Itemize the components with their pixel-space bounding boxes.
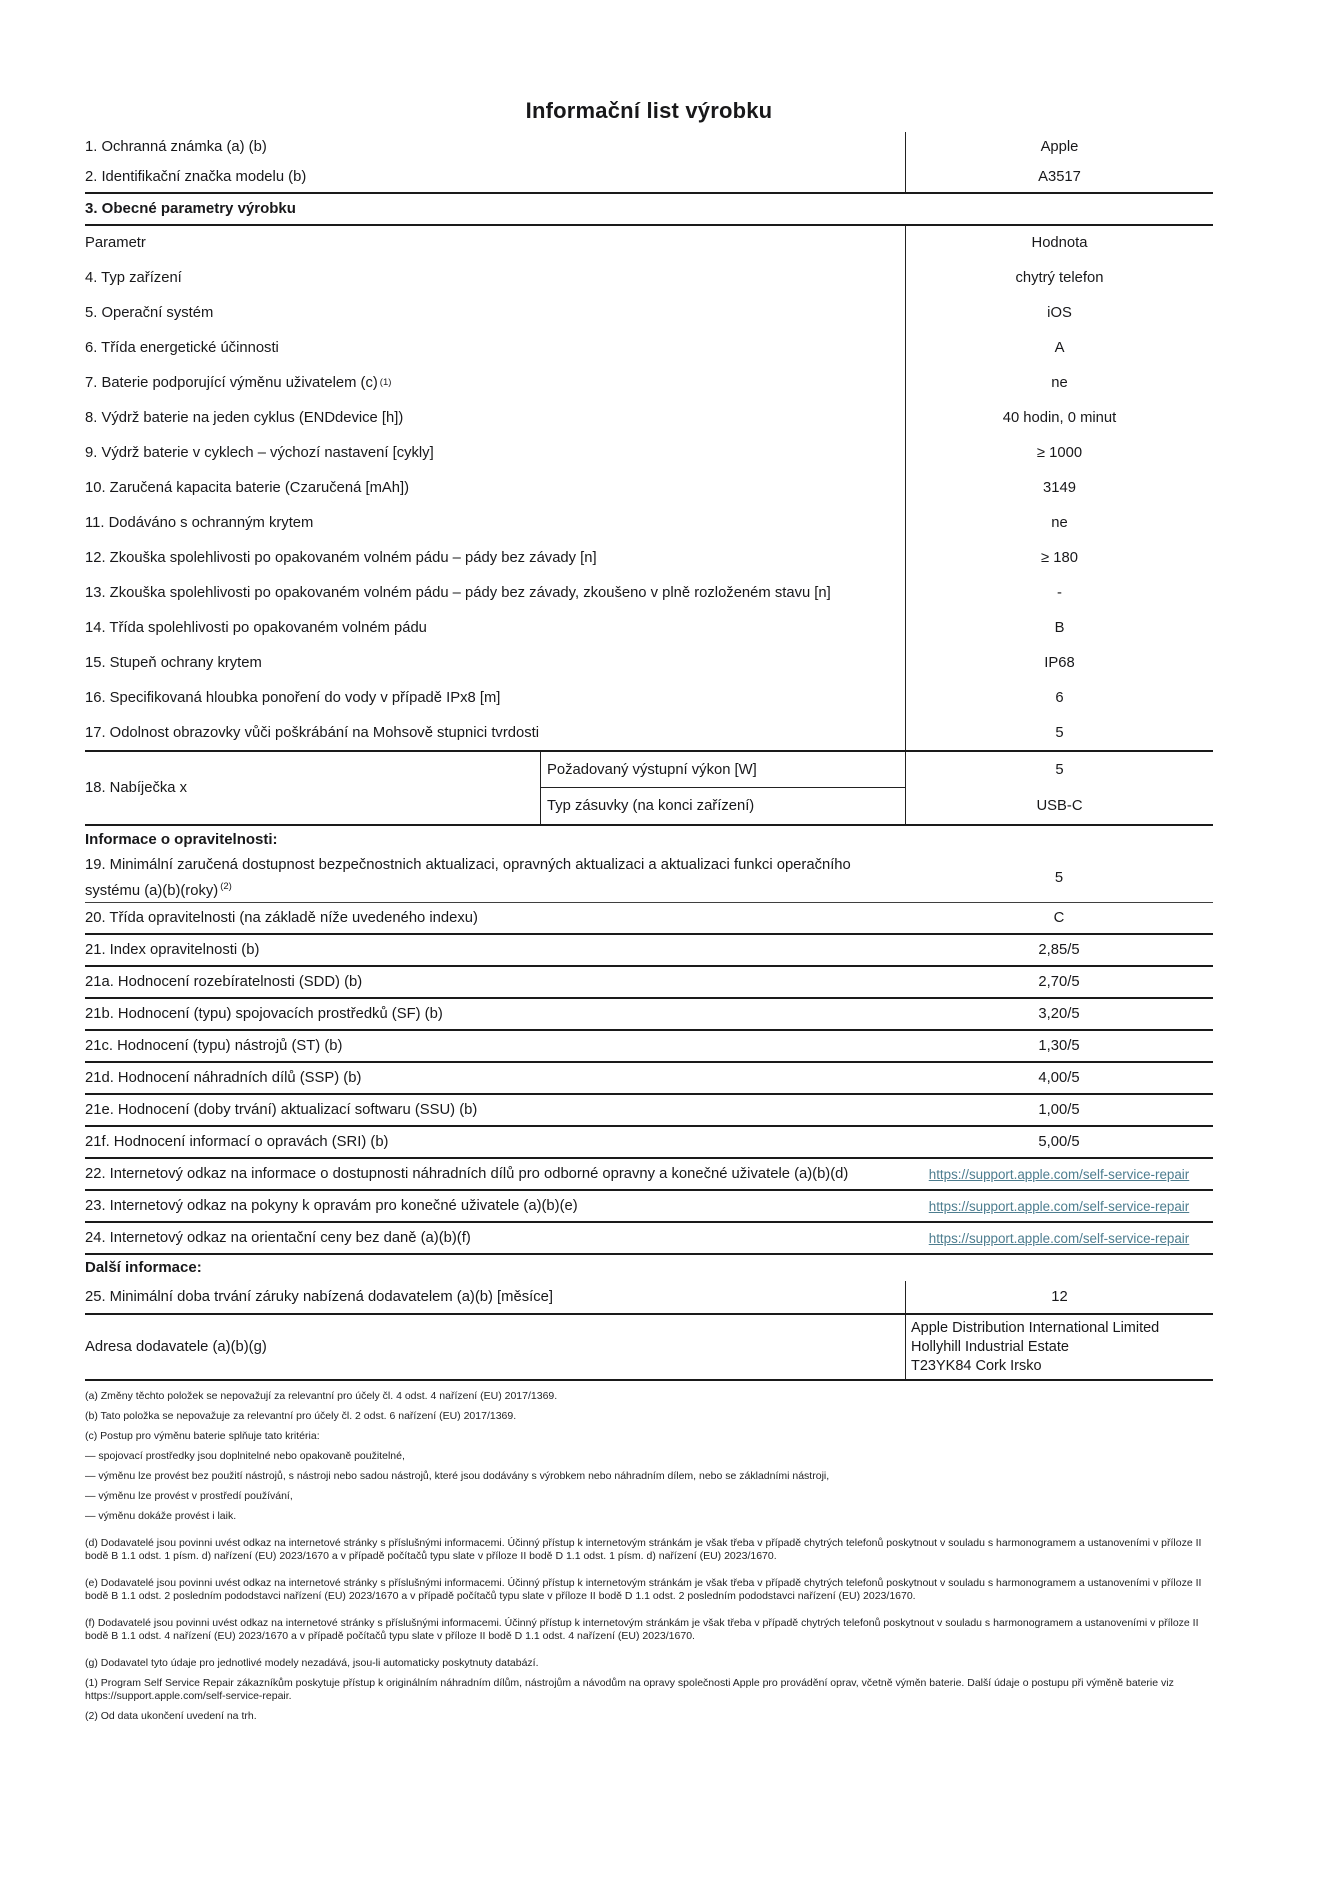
row-value: ne [905, 365, 1213, 400]
sub-row-value: USB-C [1036, 798, 1083, 814]
footnote: (1) Program Self Service Repair zákazníkům poskytuje přístup k originálním náhradním dílům, nástrojům a návodům na opravy společnosti Apple pro provádění oprav, včetně výměn baterie. Další údaje o postupu při výměně baterie viz https://support.apple.com/self-service-repair. [85, 1677, 1174, 1702]
row-label: 13. Zkouška spolehlivosti po opakovaném volném pádu – pády bez závady, zkoušeno v plně rozloženém stavu [n] [85, 584, 831, 601]
row-label: 16. Specifikovaná hloubka ponoření do vody v případě IPx8 [m] [85, 689, 501, 706]
row-value: IP68 [905, 645, 1213, 680]
row-label: 21b. Hodnocení (typu) spojovacích prostředků (SF) (b) [85, 1006, 443, 1022]
pricing-link[interactable]: https://support.apple.com/self-service-repair [928, 1230, 1190, 1246]
footnote: (a) Změny těchto položek se nepovažují za relevantní pro účely čl. 4 odst. 4 nařízení (EU) 2017/1369. [85, 1390, 558, 1402]
table-row [85, 1223, 1213, 1255]
identity-block [85, 132, 1213, 194]
row-label: 10. Zaručená kapacita baterie (Czaručená [mAh]) [85, 479, 410, 496]
table-row [85, 540, 1213, 575]
row-label: 9. Výdrž baterie v cyklech – výchozí nastavení [cykly] [85, 444, 434, 461]
footnote-criterion: — výměnu lze provést bez použití nástrojů, s nástroji nebo sadou nástrojů, které jsou dodávány s výrobkem nebo náhradním dílem, nebo se základními nástroji, [85, 1470, 830, 1482]
footnote-criterion: — výměnu dokáže provést i laik. [85, 1510, 237, 1522]
table-row [85, 132, 1213, 162]
row-label: 25. Minimální doba trvání záruky nabízená dodavatelem (a)(b) [měsíce] [85, 1289, 553, 1305]
section-heading-general: 3. Obecné parametry výrobku [85, 194, 1213, 226]
sub-row-value: 5 [1055, 762, 1064, 778]
footnote-criterion: — spojovací prostředky jsou doplnitelné nebo opakovaně použitelné, [85, 1450, 405, 1462]
footnote: (e) Dodavatelé jsou povinni uvést odkaz na internetové stránky s příslušnými informacemi. Účinný přístup k internetovým stránkám je však třeba v případě chytrých telefonů poskytnout v souladu s harmonogramem a ustanoveními v příloze II bodě B 1.1 odst. 2 posledním pododstavci nařízení (EU) 2023/1670 a v případě počítačů typu slate v příloze II bodě D 1.1 odst. 2 posledním pododstavci nařízení (EU) 2023/1670. [85, 1577, 1202, 1602]
row-value: ≥ 1000 [905, 435, 1213, 470]
row-value [905, 1223, 1213, 1253]
sub-row-label: Typ zásuvky (na konci zařízení) [547, 798, 755, 814]
row-label: 21e. Hodnocení (doby trvání) aktualizací softwaru (SSU) (b) [85, 1102, 478, 1118]
table-row [85, 935, 1213, 967]
table-row [85, 715, 1213, 750]
table-row [85, 470, 1213, 505]
footnote-criterion: — výměnu lze provést v prostředí používání, [85, 1490, 293, 1502]
row-value: 1,30/5 [1038, 1038, 1080, 1054]
row-value: A [905, 330, 1213, 365]
table-row [85, 330, 1213, 365]
row-label: 15. Stupeň ochrany krytem [85, 654, 262, 671]
footnote: (b) Tato položka se nepovažuje za relevantní pro účely čl. 2 odst. 6 nařízení (EU) 2017/1369. [85, 1410, 517, 1422]
general-parameters-table [85, 226, 1213, 752]
row-value: Apple [905, 132, 1213, 162]
footnote-marker: (2) [220, 881, 232, 892]
row-value: 1,00/5 [1038, 1102, 1080, 1118]
row-label: 6. Třída energetické účinnosti [85, 339, 279, 356]
spare-parts-link[interactable]: https://support.apple.com/self-service-repair [928, 1166, 1190, 1182]
row-label: 24. Internetový odkaz na orientační ceny bez daně (a)(b)(f) [85, 1230, 471, 1246]
row-value: iOS [905, 295, 1213, 330]
table-row [85, 1159, 1213, 1191]
table-row [85, 575, 1213, 610]
row-value: 3149 [905, 470, 1213, 505]
table-row [85, 400, 1213, 435]
table-row [85, 999, 1213, 1031]
table-row [85, 967, 1213, 999]
row-label: 22. Internetový odkaz na informace o dostupnosti náhradních dílů pro odborné opravny a konečné uživatele (a)(b)(d) [85, 1166, 849, 1182]
row-label: 5. Operační systém [85, 304, 214, 321]
table-row [85, 1063, 1213, 1095]
table-row [85, 854, 1213, 903]
row-label: 20. Třída opravitelnosti (na základě níže uvedeného indexu) [85, 910, 478, 926]
row-label: 21d. Hodnocení náhradních dílů (SSP) (b) [85, 1070, 362, 1086]
table-row [85, 162, 1213, 192]
table-row [85, 295, 1213, 330]
section-heading-additional: Další informace: [85, 1259, 202, 1276]
row-label: 17. Odolnost obrazovky vůči poškrábání na Mohsově stupnici tvrdosti [85, 724, 540, 741]
page-title: Informační list výrobku [525, 98, 773, 123]
address-line: Hollyhill Industrial Estate [911, 1338, 1069, 1355]
row-label: 14. Třída spolehlivosti po opakovaném volném pádu [85, 619, 427, 636]
charger-row [85, 752, 1213, 826]
table-row [85, 610, 1213, 645]
footnote-marker: (1) [379, 376, 392, 388]
table-row [85, 1191, 1213, 1223]
row-value: 5,00/5 [1038, 1134, 1080, 1150]
column-header-hodnota: Hodnota [905, 226, 1213, 260]
row-value [905, 1159, 1213, 1189]
address-line: T23YK84 Cork Irsko [911, 1357, 1042, 1374]
row-value: 2,70/5 [1038, 974, 1080, 990]
footnote: (g) Dodavatel tyto údaje pro jednotlivé modely nezadává, jsou-li automaticky poskytnuty databází. [85, 1657, 539, 1669]
row-label: 12. Zkouška spolehlivosti po opakovaném volném pádu – pády bez závady [n] [85, 549, 597, 566]
row-label-text: 7. Baterie podporující výměnu uživatelem (c) [85, 374, 378, 391]
section-heading-repairability: Informace o opravitelnosti: [85, 831, 278, 848]
row-value: ne [905, 505, 1213, 540]
table-row [85, 1031, 1213, 1063]
row-label: 2. Identifikační značka modelu (b) [85, 169, 307, 185]
row-label [85, 365, 905, 400]
row-value [905, 1191, 1213, 1221]
row-label: 21. Index opravitelnosti (b) [85, 942, 260, 958]
repair-instructions-link[interactable]: https://support.apple.com/self-service-repair [928, 1198, 1190, 1214]
table-row [85, 435, 1213, 470]
row-value: 5 [1054, 870, 1064, 886]
row-value: 4,00/5 [1038, 1070, 1080, 1086]
row-label: 21f. Hodnocení informací o opravách (SRI) (b) [85, 1134, 389, 1150]
row-label: 18. Nabíječka x [85, 780, 187, 796]
row-value: B [905, 610, 1213, 645]
row-label-text: 19. Minimální zaručená dostupnost bezpečnostnich aktualizaci, opravných aktualizaci a aktualizaci funkci operačního systému (a)(b)(roky) $^{(2)}$ [85, 857, 851, 899]
table-row [85, 260, 1213, 295]
row-label: Adresa dodavatele (a)(b)(g) [85, 1339, 267, 1355]
charger-subtable-values [905, 752, 1213, 824]
row-label: 21c. Hodnocení (typu) nástrojů (ST) (b) [85, 1038, 343, 1054]
supplier-address [905, 1315, 1213, 1379]
row-label: 8. Výdrž baterie na jeden cyklus (ENDdevice [h]) [85, 409, 404, 426]
footnote: (c) Postup pro výměnu baterie splňuje tato kritéria: [85, 1430, 320, 1442]
table-row [85, 903, 1213, 935]
address-line: Apple Distribution International Limited [911, 1319, 1160, 1336]
row-label: 21a. Hodnocení rozebíratelnosti (SDD) (b) [85, 974, 363, 990]
charger-subtable-labels [540, 752, 905, 824]
row-value: 3,20/5 [1038, 1006, 1080, 1022]
table-row [85, 365, 1213, 400]
sub-row-label: Požadovaný výstupní výkon [W] [541, 752, 905, 788]
table-row [85, 505, 1213, 540]
table-row [85, 680, 1213, 715]
footnote: (2) Od data ukončení uvedení na trh. [85, 1710, 257, 1722]
row-label: 23. Internetový odkaz na pokyny k opravám pro konečné uživatele (a)(b)(e) [85, 1198, 578, 1214]
row-value: 12 [905, 1281, 1213, 1313]
supplier-address-row [85, 1315, 1213, 1381]
column-header-parametr: Parametr [85, 235, 146, 251]
footnotes [85, 1390, 1213, 1723]
row-value: 2,85/5 [1038, 942, 1080, 958]
table-row [85, 1095, 1213, 1127]
row-label: 4. Typ zařízení [85, 269, 182, 286]
row-label: 1. Ochranná známka (a) (b) [85, 139, 267, 155]
row-value: A3517 [905, 162, 1213, 192]
row-value: 5 [905, 715, 1213, 750]
footnote: (f) Dodavatelé jsou povinni uvést odkaz na internetové stránky s příslušnými informacemi. Účinný přístup k internetovým stránkám je však třeba v případě chytrých telefonů poskytnout v souladu s harmonogramem a ustanoveními v příloze II bodě B 1.1 odst. 4 nařízení (EU) 2023/1670 a v případě počítačů typu slate v příloze II bodě D 1.1 odst. 4 nařízení (EU) 2023/1670. [85, 1617, 1199, 1642]
row-value: chytrý telefon [905, 260, 1213, 295]
warranty-row [85, 1281, 1213, 1315]
row-label [85, 854, 905, 902]
row-value: ≥ 180 [905, 540, 1213, 575]
footnote: (d) Dodavatelé jsou povinni uvést odkaz na internetové stránky s příslušnými informacemi. Účinný přístup k internetovým stránkám je však třeba v případě chytrých telefonů poskytnout v souladu s harmonogramem a ustanoveními v příloze II bodě B 1.1 odst. 1 písm. d) nařízení (EU) 2023/1670 a v případě počítačů typu slate v příloze II bodě D 1.1 odst. 1 písm. d) nařízení (EU) 2023/1670. [85, 1537, 1202, 1562]
table-row [85, 1127, 1213, 1159]
row-label: 11. Dodáváno s ochranným krytem [85, 514, 314, 531]
row-value: 6 [905, 680, 1213, 715]
row-value: 40 hodin, 0 minut [905, 400, 1213, 435]
table-header-row [85, 226, 1213, 260]
row-value: - [905, 575, 1213, 610]
row-value: C [1053, 910, 1065, 926]
table-row [85, 645, 1213, 680]
